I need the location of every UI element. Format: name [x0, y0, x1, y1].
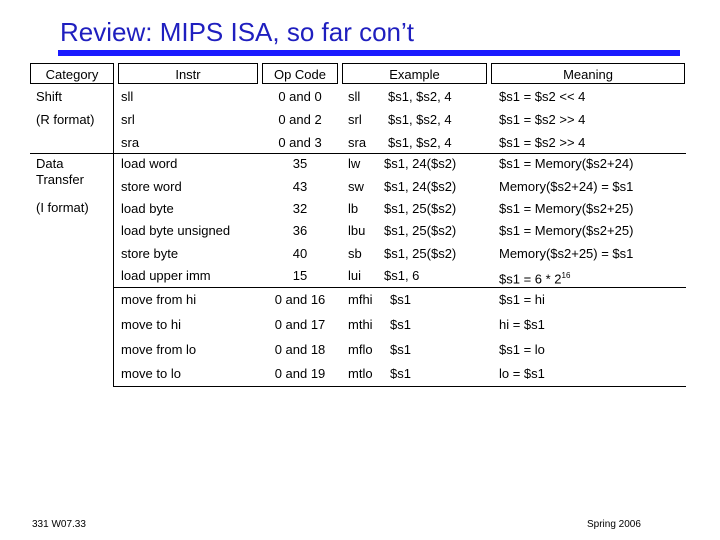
opcode-cell: 43: [292, 179, 308, 194]
example-args-cell: $s1, 24($s2): [384, 179, 457, 194]
example-mnemonic-cell: lw: [348, 156, 361, 171]
meaning-cell: hi = $s1: [499, 317, 545, 332]
instr-cell: move to lo: [121, 366, 181, 381]
example-mnemonic-cell: sb: [348, 246, 362, 261]
row-divider-shift: [30, 153, 686, 154]
example-mnemonic-cell: lbu: [348, 223, 366, 238]
meaning-exponent: 16: [561, 271, 571, 280]
category-i-format: (I format): [36, 200, 89, 215]
meaning-cell: $s1 = lo: [499, 342, 545, 357]
footer-semester: Spring 2006: [587, 519, 641, 530]
example-mnemonic-cell: sll: [348, 89, 361, 104]
instr-cell: load byte unsigned: [121, 223, 231, 238]
example-args-cell: $s1, 25($s2): [384, 201, 457, 216]
instr-cell: srl: [121, 112, 135, 127]
meaning-cell: $s1 = $s2 >> 4: [499, 135, 586, 150]
instr-cell: sra: [121, 135, 140, 150]
meaning-cell: $s1 = $s2 >> 4: [499, 112, 586, 127]
header-example: Example: [342, 63, 487, 84]
header-category: Category: [30, 63, 114, 84]
opcode-cell: 32: [292, 201, 308, 216]
opcode-cell: 35: [292, 156, 308, 171]
instr-cell: load word: [121, 156, 178, 171]
opcode-cell: 36: [292, 223, 308, 238]
example-mnemonic-cell: mfhi: [348, 292, 373, 307]
example-args-cell: $s1, 25($s2): [384, 223, 457, 238]
opcode-cell: 0 and 0: [278, 89, 322, 104]
opcode-cell: 0 and 3: [278, 135, 322, 150]
instr-cell: move from lo: [121, 342, 197, 357]
instr-cell: store byte: [121, 246, 179, 261]
meaning-cell: $s1 = Memory($s2+24): [499, 156, 634, 171]
instr-cell: move to hi: [121, 317, 181, 332]
example-mnemonic-cell: lui: [348, 268, 362, 283]
opcode-cell: 40: [292, 246, 308, 261]
meaning-text: $s1 = 6 * 2: [499, 271, 562, 287]
example-args-cell: $s1: [390, 366, 411, 381]
example-args-cell: $s1, 6: [384, 268, 420, 283]
instr-cell: load upper imm: [121, 268, 211, 283]
example-args-cell: $s1, $s2, 4: [388, 112, 452, 127]
opcode-cell: 0 and 17: [274, 317, 326, 332]
opcode-cell: 0 and 18: [274, 342, 326, 357]
header-instr: Instr: [118, 63, 258, 84]
example-args-cell: $s1, 24($s2): [384, 156, 457, 171]
header-opcode: Op Code: [262, 63, 338, 84]
opcode-cell: 15: [292, 268, 308, 283]
meaning-cell: Memory($s2+25) = $s1: [499, 246, 634, 261]
example-args-cell: $s1, $s2, 4: [388, 135, 452, 150]
example-args-cell: $s1: [390, 342, 411, 357]
category-r-format: (R format): [36, 112, 95, 127]
example-mnemonic-cell: mflo: [348, 342, 373, 357]
meaning-cell: lo = $s1: [499, 366, 545, 381]
footer-slide-number: 331 W07.33: [32, 519, 86, 530]
meaning-cell: [499, 268, 570, 286]
opcode-cell: 0 and 2: [278, 112, 322, 127]
table-bottom: [113, 386, 686, 387]
example-mnemonic-cell: lb: [348, 201, 359, 216]
example-args-cell: $s1, $s2, 4: [388, 89, 452, 104]
title-underline: [58, 50, 680, 56]
opcode-cell: 0 and 16: [274, 292, 326, 307]
meaning-cell: $s1 = hi: [499, 292, 545, 307]
column-divider: [113, 84, 114, 387]
example-mnemonic-cell: sra: [348, 135, 367, 150]
example-mnemonic-cell: sw: [348, 179, 364, 194]
example-mnemonic-cell: mthi: [348, 317, 373, 332]
meaning-cell: $s1 = Memory($s2+25): [499, 201, 634, 216]
instr-cell: store word: [121, 179, 182, 194]
instr-cell: sll: [121, 89, 134, 104]
example-args-cell: $s1: [390, 317, 411, 332]
category-data-transfer-2: Transfer: [36, 172, 84, 187]
meaning-cell: Memory($s2+24) = $s1: [499, 179, 634, 194]
opcode-cell: 0 and 19: [274, 366, 326, 381]
row-divider-transfer: [113, 287, 686, 288]
meaning-cell: $s1 = $s2 << 4: [499, 89, 586, 104]
category-data-transfer-1: Data: [36, 156, 64, 171]
instr-cell: load byte: [121, 201, 174, 216]
example-args-cell: $s1: [390, 292, 411, 307]
meaning-cell: $s1 = Memory($s2+25): [499, 223, 634, 238]
instr-cell: move from hi: [121, 292, 197, 307]
example-mnemonic-cell: mtlo: [348, 366, 373, 381]
slide-title: Review: MIPS ISA, so far con’t: [60, 17, 415, 47]
category-shift: Shift: [36, 89, 63, 104]
example-mnemonic-cell: srl: [348, 112, 362, 127]
example-args-cell: $s1, 25($s2): [384, 246, 457, 261]
header-meaning: Meaning: [491, 63, 685, 84]
